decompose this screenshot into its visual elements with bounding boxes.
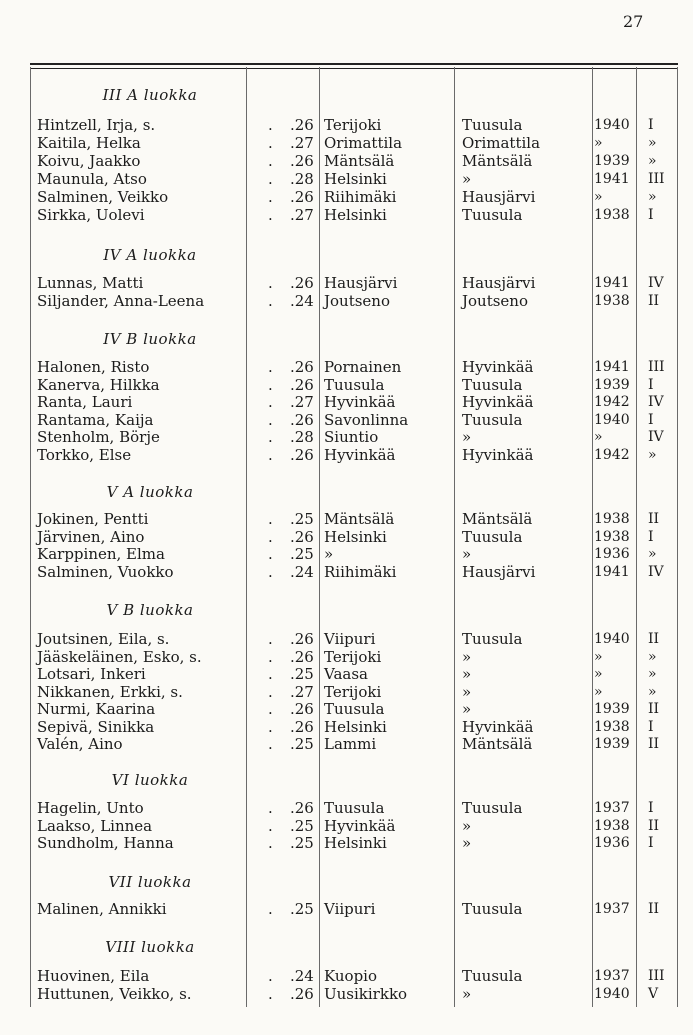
- leader-dot: .: [268, 428, 273, 447]
- birthplace: Tuusula: [324, 700, 385, 718]
- student-name: Koivu, Jaakko: [37, 152, 141, 170]
- table-row: [0, 188, 693, 206]
- student-name: Siljander, Anna-Leena: [37, 292, 205, 310]
- leader-dot: .: [268, 274, 273, 292]
- home-municipality: Tuusula: [462, 967, 523, 985]
- student-name: Stenholm, Börje: [37, 428, 160, 447]
- home-municipality: Hausjärvi: [462, 274, 536, 292]
- section-heading: IV A luokka: [103, 246, 197, 264]
- entry-class: II: [648, 817, 660, 834]
- birthplace: Helsinki: [324, 206, 387, 224]
- entry-class: »: [648, 189, 657, 205]
- table-row: [0, 274, 693, 292]
- table-row: [0, 393, 693, 411]
- student-name: Malinen, Annikki: [37, 900, 167, 918]
- birth-day: .25: [290, 900, 314, 918]
- home-municipality: Mäntsälä: [462, 735, 533, 753]
- birth-day: .26: [290, 527, 314, 546]
- student-name: Lunnas, Matti: [37, 274, 144, 292]
- birthplace: Hyvinkää: [324, 393, 396, 412]
- leader-dot: .: [268, 562, 273, 581]
- entry-class: IV: [648, 275, 664, 291]
- entry-class: »: [648, 546, 657, 563]
- student-name: Hagelin, Unto: [37, 799, 144, 817]
- student-name: Salminen, Veikko: [37, 188, 169, 206]
- leader-dot: .: [268, 510, 273, 528]
- birth-year: 1938: [594, 207, 630, 223]
- birth-day: .26: [290, 630, 314, 648]
- birth-year: 1937: [594, 800, 630, 816]
- student-name: Joutsinen, Eila, s.: [37, 630, 170, 648]
- entry-class: II: [648, 701, 660, 717]
- student-name: Karppinen, Elma: [37, 545, 165, 564]
- birth-day: .24: [290, 967, 314, 985]
- birth-year: 1939: [594, 153, 630, 169]
- student-name: Ranta, Lauri: [37, 393, 133, 412]
- entry-class: IV: [648, 429, 664, 446]
- table-row: [0, 528, 693, 546]
- birthplace: Hausjärvi: [324, 274, 398, 292]
- birthplace: Hyvinkää: [324, 816, 396, 835]
- student-name: Sirkka, Uolevi: [37, 206, 145, 224]
- table-row: [0, 665, 693, 683]
- entry-class: »: [648, 666, 657, 682]
- home-municipality: »: [462, 834, 472, 853]
- birth-day: .26: [290, 985, 314, 1003]
- birthplace: Riihimäki: [324, 188, 397, 206]
- home-municipality: Tuusula: [462, 206, 523, 224]
- birth-year: 1942: [594, 394, 630, 411]
- leader-dot: .: [268, 375, 273, 394]
- birthplace: Terijoki: [324, 647, 382, 666]
- entry-class: III: [648, 171, 665, 187]
- section-heading: III A luokka: [102, 86, 198, 104]
- student-name: Laakso, Linnea: [37, 816, 153, 835]
- leader-dot: .: [268, 834, 273, 853]
- leader-dot: .: [268, 665, 273, 683]
- entry-class: V: [648, 986, 659, 1002]
- birth-year: 1941: [594, 275, 630, 291]
- student-name: Valén, Aino: [37, 735, 123, 753]
- student-name: Rantama, Kaija: [37, 410, 154, 429]
- leader-dot: .: [268, 735, 273, 753]
- entry-class: IV: [648, 394, 664, 411]
- birthplace: Terijoki: [324, 682, 382, 701]
- birth-year: 1939: [594, 701, 630, 717]
- entry-class: I: [648, 528, 654, 545]
- leader-dot: .: [268, 630, 273, 648]
- entry-class: »: [648, 648, 657, 665]
- home-municipality: Mäntsälä: [462, 510, 533, 528]
- birth-day: .27: [290, 206, 314, 224]
- birthplace: Joutseno: [324, 292, 390, 310]
- entry-class: III: [648, 968, 665, 984]
- home-municipality: Tuusula: [462, 799, 523, 817]
- birthplace: Riihimäki: [324, 562, 397, 581]
- entry-class: IV: [648, 563, 664, 580]
- birth-year: »: [594, 648, 603, 665]
- birth-year: 1938: [594, 817, 630, 834]
- entry-class: II: [648, 511, 660, 527]
- table-row: [0, 834, 693, 852]
- birth-day: .26: [290, 375, 314, 394]
- home-municipality: Tuusula: [462, 116, 523, 134]
- birth-year: 1939: [594, 736, 630, 752]
- entry-class: III: [648, 359, 665, 375]
- entry-class: I: [648, 800, 654, 816]
- birthplace: Viipuri: [324, 630, 376, 648]
- birth-day: .25: [290, 816, 314, 835]
- birth-day: .28: [290, 428, 314, 447]
- table-row: [0, 376, 693, 394]
- student-name: Jokinen, Pentti: [37, 510, 149, 528]
- student-name: Maunula, Atso: [37, 170, 147, 188]
- leader-dot: .: [268, 152, 273, 170]
- birth-year: 1936: [594, 835, 630, 852]
- home-municipality: Tuusula: [462, 410, 523, 429]
- home-municipality: »: [462, 170, 472, 188]
- birth-year: »: [594, 666, 603, 682]
- student-name: Kanerva, Hilkka: [37, 375, 160, 394]
- section-heading: VI luokka: [111, 771, 189, 789]
- leader-dot: .: [268, 170, 273, 188]
- table-row: [0, 630, 693, 648]
- leader-dot: .: [268, 717, 273, 736]
- leader-dot: .: [268, 134, 273, 152]
- table-row: [0, 735, 693, 753]
- entry-class: I: [648, 718, 654, 735]
- leader-dot: .: [268, 700, 273, 718]
- leader-dot: .: [268, 967, 273, 985]
- table-row: [0, 700, 693, 718]
- entry-class: I: [648, 117, 654, 133]
- table-row: [0, 817, 693, 835]
- student-name: Järvinen, Aino: [37, 527, 145, 546]
- home-municipality: »: [462, 428, 472, 447]
- entry-class: »: [648, 153, 657, 169]
- leader-dot: .: [268, 682, 273, 701]
- birth-year: 1940: [594, 411, 630, 428]
- birthplace: Kuopio: [324, 967, 377, 985]
- entry-class: II: [648, 736, 660, 752]
- home-municipality: Tuusula: [462, 900, 523, 918]
- student-name: Huttunen, Veikko, s.: [37, 985, 192, 1003]
- birthplace: Mäntsälä: [324, 510, 395, 528]
- birthplace: Tuusula: [324, 799, 385, 817]
- leader-dot: .: [268, 410, 273, 429]
- birth-year: »: [594, 189, 603, 205]
- table-row: [0, 545, 693, 563]
- entry-class: I: [648, 835, 654, 852]
- home-municipality: Hyvinkää: [462, 446, 534, 464]
- birth-year: 1938: [594, 528, 630, 545]
- birthplace: Siuntio: [324, 428, 379, 447]
- table-row: [0, 206, 693, 224]
- home-municipality: Tuusula: [462, 527, 523, 546]
- birth-year: 1941: [594, 171, 630, 187]
- student-name: Jääskeläinen, Esko, s.: [37, 647, 202, 666]
- section-heading: VII luokka: [108, 873, 192, 891]
- entry-class: »: [648, 683, 657, 700]
- table-row: [0, 152, 693, 170]
- entry-class: I: [648, 376, 654, 393]
- table-row: [0, 411, 693, 429]
- birth-day: .26: [290, 116, 314, 134]
- birth-day: .27: [290, 682, 314, 701]
- birth-year: 1939: [594, 376, 630, 393]
- table-row: [0, 985, 693, 1003]
- birthplace: Helsinki: [324, 170, 387, 188]
- student-name: Torkko, Else: [37, 446, 132, 464]
- birth-day: .26: [290, 152, 314, 170]
- student-name: Kaitila, Helka: [37, 134, 141, 152]
- birth-day: .25: [290, 834, 314, 853]
- student-name: Nikkanen, Erkki, s.: [37, 682, 183, 701]
- home-municipality: »: [462, 665, 472, 683]
- table-row: [0, 648, 693, 666]
- birth-day: .27: [290, 134, 314, 152]
- table-row: [0, 683, 693, 701]
- leader-dot: .: [268, 799, 273, 817]
- student-name: Sundholm, Hanna: [37, 834, 174, 853]
- section-heading: VIII luokka: [105, 938, 195, 956]
- student-name: Salminen, Vuokko: [37, 562, 174, 581]
- birth-day: .26: [290, 700, 314, 718]
- leader-dot: .: [268, 900, 273, 918]
- birthplace: Pornainen: [324, 358, 402, 376]
- home-municipality: »: [462, 985, 472, 1003]
- table-row: [0, 428, 693, 446]
- birthplace: Mäntsälä: [324, 152, 395, 170]
- birthplace: Tuusula: [324, 375, 385, 394]
- leader-dot: .: [268, 206, 273, 224]
- table-row: [0, 292, 693, 310]
- home-municipality: Tuusula: [462, 630, 523, 648]
- birth-day: .26: [290, 446, 314, 464]
- home-municipality: Joutseno: [462, 292, 528, 310]
- birth-day: .26: [290, 358, 314, 376]
- table-row: [0, 446, 693, 464]
- leader-dot: .: [268, 358, 273, 376]
- birthplace: Savonlinna: [324, 410, 409, 429]
- leader-dot: .: [268, 816, 273, 835]
- birthplace: Helsinki: [324, 834, 387, 853]
- birthplace: Helsinki: [324, 717, 387, 736]
- birth-day: .26: [290, 799, 314, 817]
- table-row: [0, 510, 693, 528]
- birth-year: 1940: [594, 631, 630, 647]
- home-municipality: »: [462, 647, 472, 666]
- birthplace: Vaasa: [324, 665, 368, 683]
- birth-day: .28: [290, 170, 314, 188]
- birth-year: 1936: [594, 546, 630, 563]
- birthplace: Helsinki: [324, 527, 387, 546]
- birthplace: Lammi: [324, 735, 377, 753]
- birth-year: 1938: [594, 718, 630, 735]
- home-municipality: Tuusula: [462, 375, 523, 394]
- table-row: [0, 900, 693, 918]
- birth-year: 1941: [594, 563, 630, 580]
- birth-day: .26: [290, 717, 314, 736]
- birth-day: .25: [290, 545, 314, 564]
- student-name: Sepivä, Sinikka: [37, 717, 155, 736]
- birthplace: »: [324, 545, 334, 564]
- birth-day: .24: [290, 292, 314, 310]
- table-row: [0, 116, 693, 134]
- table-row: [0, 718, 693, 736]
- home-municipality: »: [462, 682, 472, 701]
- home-municipality: Hyvinkää: [462, 717, 534, 736]
- entry-class: »: [648, 447, 657, 463]
- birth-year: 1941: [594, 359, 630, 375]
- entry-class: II: [648, 901, 660, 917]
- table-row: [0, 563, 693, 581]
- student-name: Halonen, Risto: [37, 358, 150, 376]
- birth-year: »: [594, 135, 603, 151]
- page-number: 27: [623, 12, 644, 31]
- leader-dot: .: [268, 292, 273, 310]
- home-municipality: Hyvinkää: [462, 393, 534, 412]
- leader-dot: .: [268, 393, 273, 412]
- birthplace: Viipuri: [324, 900, 376, 918]
- leader-dot: .: [268, 647, 273, 666]
- home-municipality: »: [462, 545, 472, 564]
- home-municipality: Orimattila: [462, 134, 541, 152]
- birthplace: Terijoki: [324, 116, 382, 134]
- birth-day: .26: [290, 274, 314, 292]
- birth-day: .26: [290, 647, 314, 666]
- home-municipality: Mäntsälä: [462, 152, 533, 170]
- student-name: Huovinen, Eila: [37, 967, 150, 985]
- student-name: Nurmi, Kaarina: [37, 700, 156, 718]
- entry-class: I: [648, 207, 654, 223]
- birthplace: Orimattila: [324, 134, 403, 152]
- leader-dot: .: [268, 446, 273, 464]
- birth-year: 1942: [594, 447, 630, 463]
- leader-dot: .: [268, 985, 273, 1003]
- home-municipality: »: [462, 700, 472, 718]
- leader-dot: .: [268, 116, 273, 134]
- table-row: [0, 134, 693, 152]
- home-municipality: »: [462, 816, 472, 835]
- home-municipality: Hausjärvi: [462, 562, 536, 581]
- birth-day: .27: [290, 393, 314, 412]
- entry-class: II: [648, 631, 660, 647]
- birthplace: Uusikirkko: [324, 985, 408, 1003]
- section-heading: V B luokka: [106, 601, 194, 619]
- birth-day: .26: [290, 188, 314, 206]
- table-row: [0, 799, 693, 817]
- table-row: [0, 170, 693, 188]
- birth-year: 1937: [594, 901, 630, 917]
- birth-day: .25: [290, 735, 314, 753]
- birth-day: .26: [290, 410, 314, 429]
- table-row: [0, 967, 693, 985]
- home-municipality: Hyvinkää: [462, 358, 534, 376]
- table-row: [0, 358, 693, 376]
- leader-dot: .: [268, 188, 273, 206]
- birth-year: 1938: [594, 293, 630, 309]
- birth-year: 1940: [594, 117, 630, 133]
- birth-day: .25: [290, 510, 314, 528]
- leader-dot: .: [268, 527, 273, 546]
- entry-class: »: [648, 135, 657, 151]
- entry-class: II: [648, 293, 660, 309]
- home-municipality: Hausjärvi: [462, 188, 536, 206]
- birth-day: .25: [290, 665, 314, 683]
- birth-year: »: [594, 683, 603, 700]
- leader-dot: .: [268, 545, 273, 564]
- student-name: Hintzell, Irja, s.: [37, 116, 156, 134]
- section-heading: V A luokka: [106, 483, 194, 501]
- entry-class: I: [648, 411, 654, 428]
- student-name: Lotsari, Inkeri: [37, 665, 146, 683]
- birth-year: 1937: [594, 968, 630, 984]
- birth-year: 1938: [594, 511, 630, 527]
- birthplace: Hyvinkää: [324, 446, 396, 464]
- birth-day: .24: [290, 562, 314, 581]
- birth-year: »: [594, 429, 603, 446]
- birth-year: 1940: [594, 986, 630, 1002]
- section-heading: IV B luokka: [103, 330, 197, 348]
